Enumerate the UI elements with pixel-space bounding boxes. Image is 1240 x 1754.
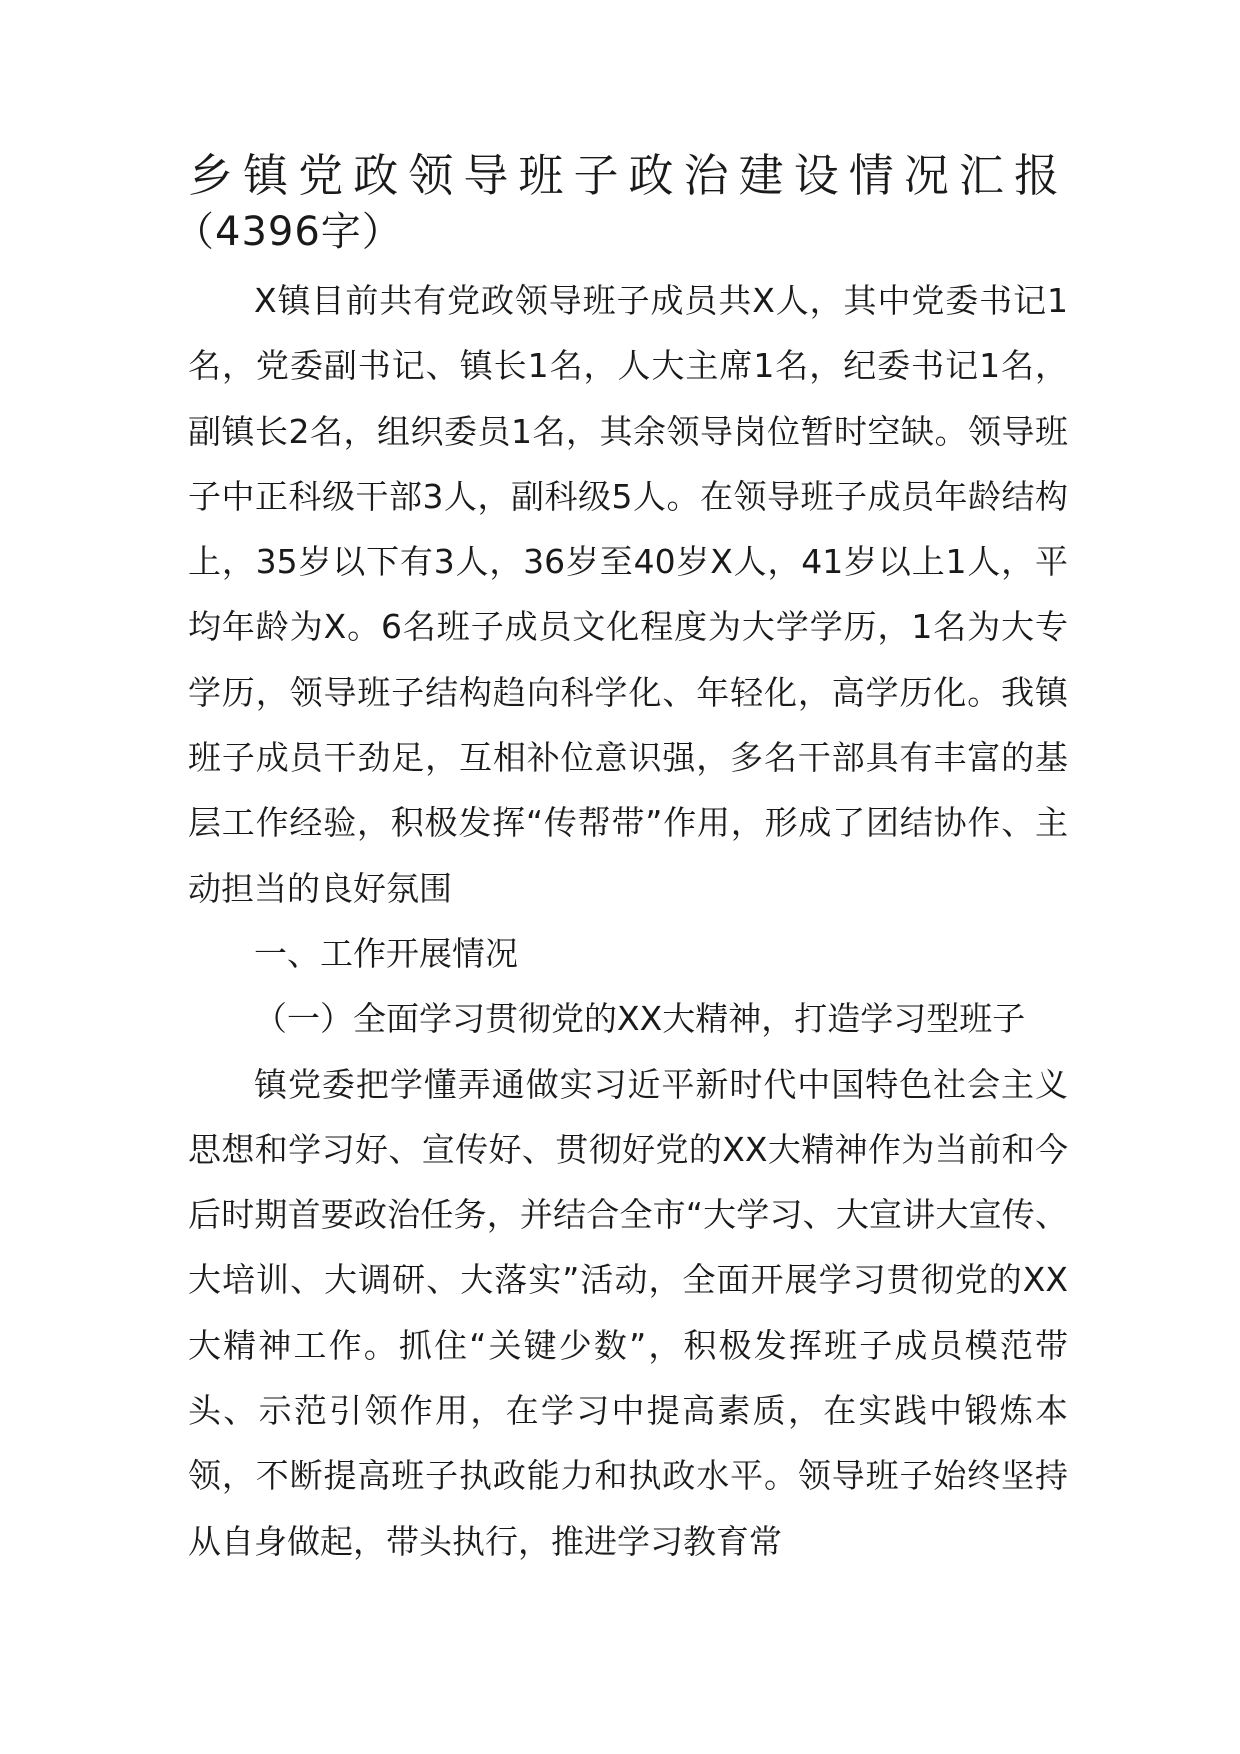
document-title: 乡镇党政领导班子政治建设情况汇报 bbox=[188, 149, 1068, 202]
intro-paragraph: X镇目前共有党政领导班子成员共X人，其中党委书记1名，党委副书记、镇长1名，人大主席1名，纪委书记1名，副镇长2名，组织委员1名，其余领导岗位暂时空缺。领导班子中正科级干部3人，副科级5人。在领导班子成员年龄结构上，35岁以下有3人，36岁至40岁X人，41岁以上1人，平均年龄为X。6名班子成员文化程度为大学学历，1名为大专学历，领导班子结构趋向科学化、年轻化，高学历化。我镇班子成员干劲足，互相补位意识强，多名干部具有丰富的基层工作经验，积极发挥“传帮带”作用，形成了团结协作、主动担当的良好氛围 bbox=[188, 281, 1068, 908]
subsection-heading: （一）全面学习贯彻党的XX大精神，打造学习型班子 bbox=[254, 999, 1026, 1039]
body-paragraph: 镇党委把学懂弄通做实习近平新时代中国特色社会主义思想和学习好、宣传好、贯彻好党的XX大精神作为当前和今后时期首要政治任务，并结合全市“大学习、大宣讲大宣传、大培训、大调研、大落实”活动，全面开展学习贯彻党的XX大精神工作。抓住“关键少数”，积极发挥班子成员模范带头、示范引领作用，在学习中提高素质，在实践中锻炼本领，不断提高班子执政能力和执政水平。领导班子始终坚持从自身做起，带头执行，推进学习教育常 bbox=[188, 1064, 1068, 1561]
document-page bbox=[174, 148, 1068, 1574]
section-heading: 一、工作开展情况 bbox=[254, 933, 518, 973]
document-word-count: （4396字） bbox=[174, 209, 403, 255]
